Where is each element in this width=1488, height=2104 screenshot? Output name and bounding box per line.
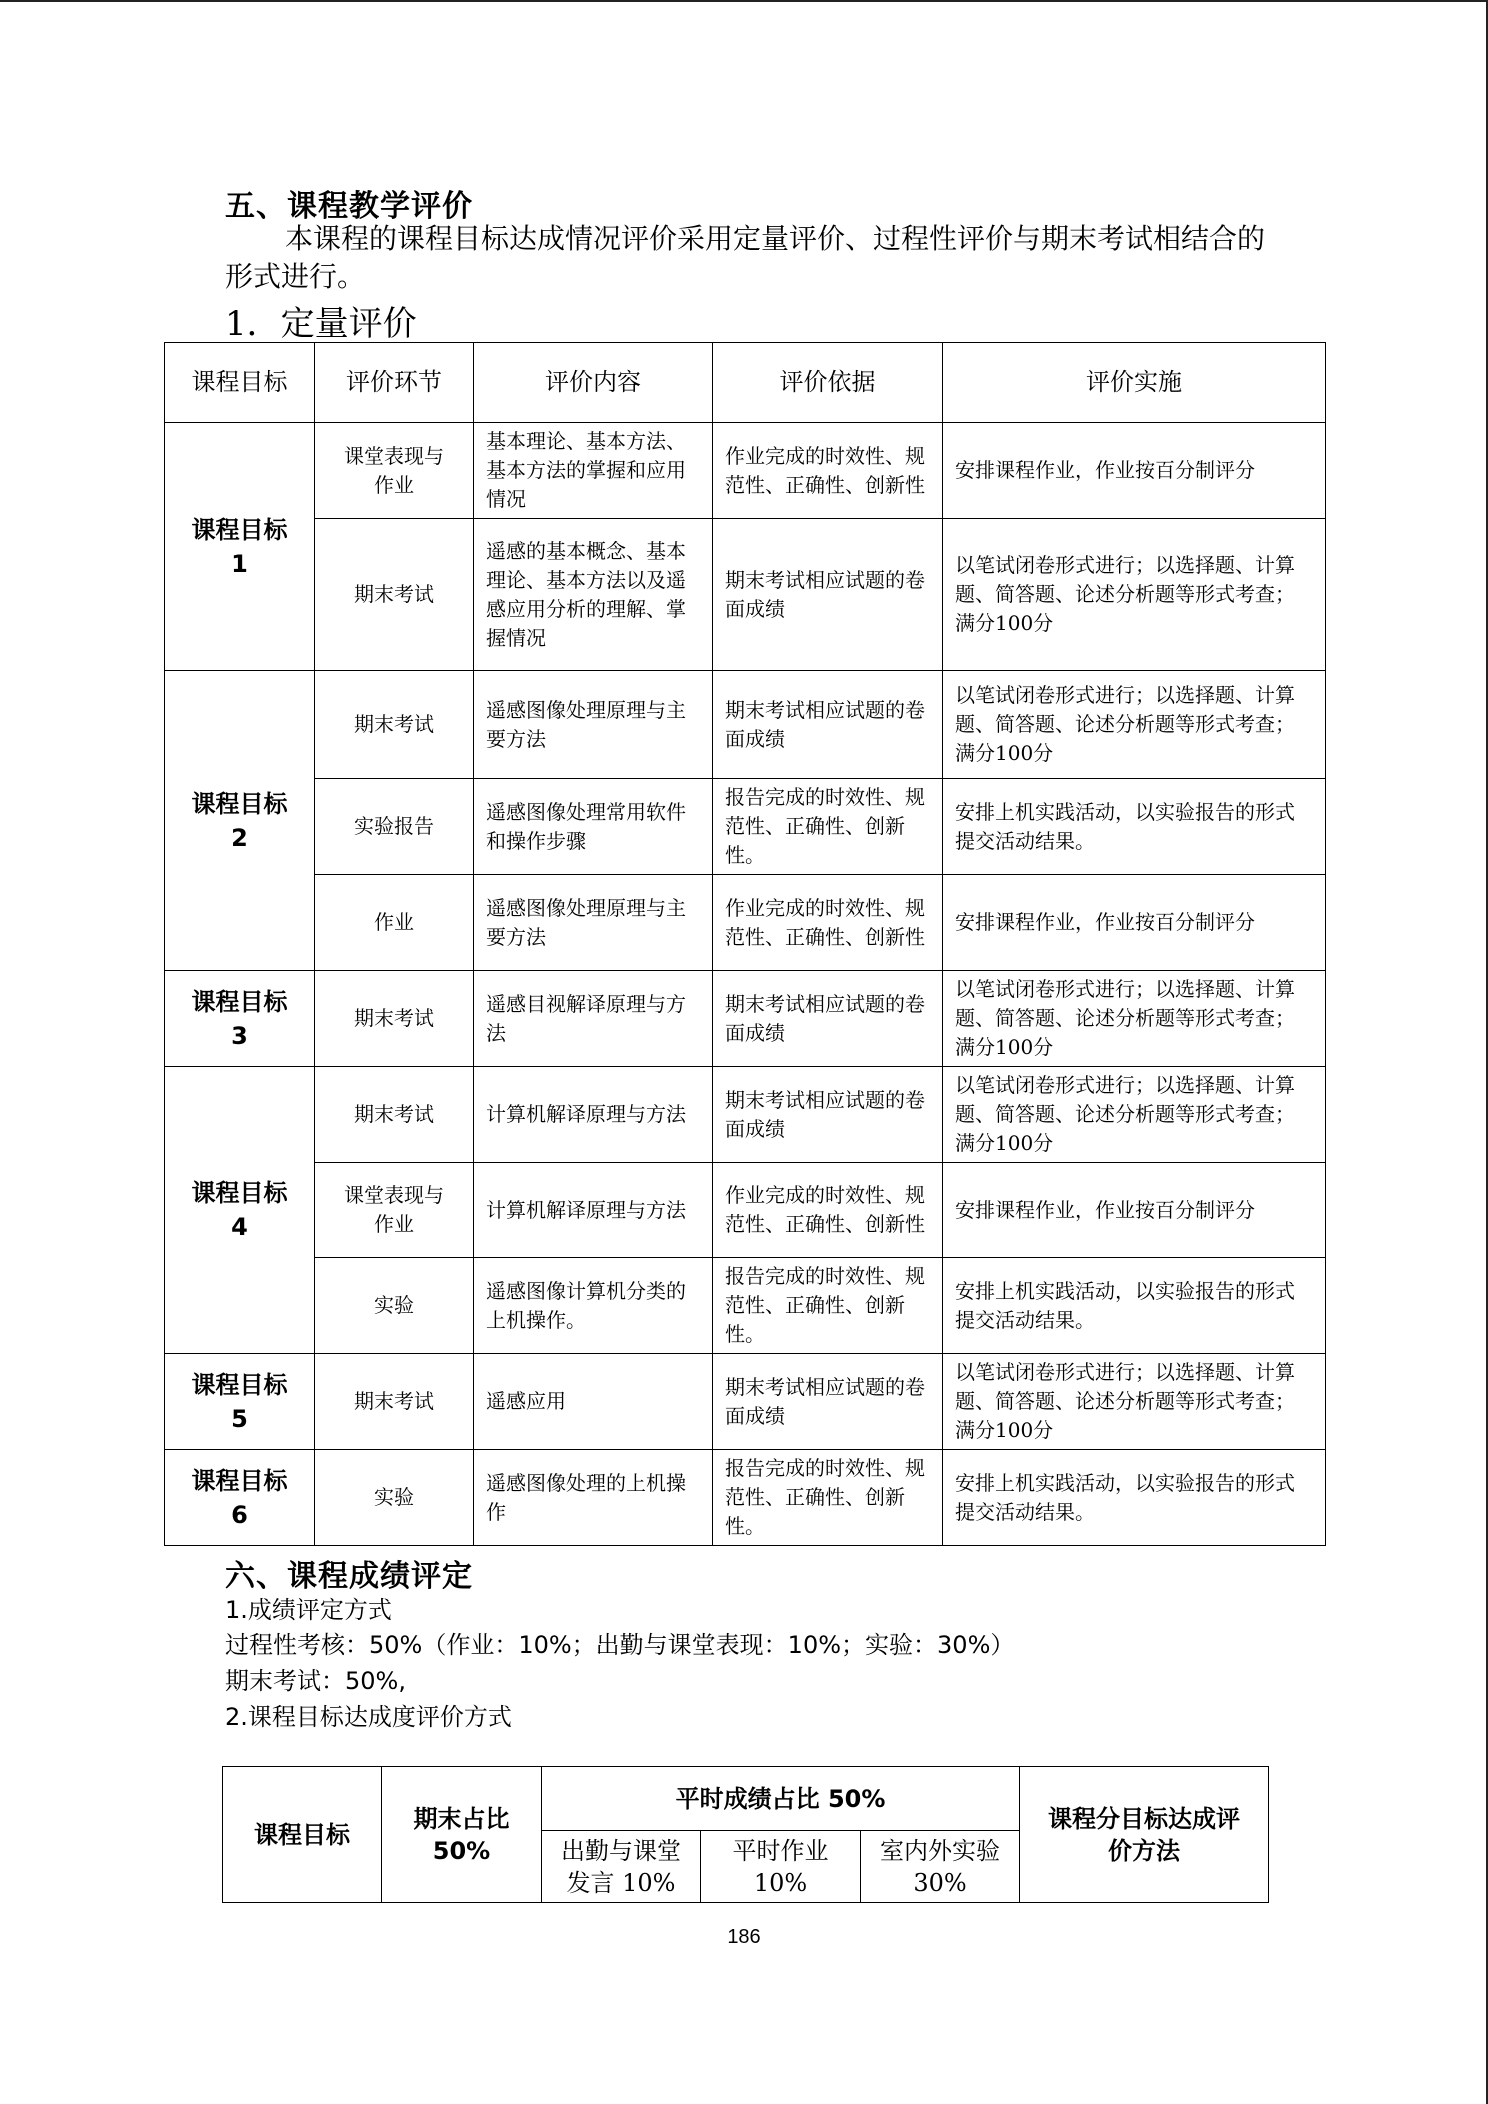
eval-link-cell: 作业	[315, 875, 474, 971]
eval-impl-cell: 以笔试闭卷形式进行；以选择题、计算题、简答题、论述分析题等形式考查；满分100分	[943, 1067, 1326, 1163]
eval-goal-cell: 课程目标 1	[165, 423, 315, 671]
eval-link-cell: 实验	[315, 1450, 474, 1546]
eval-header-link: 评价环节	[315, 343, 474, 423]
eval-header-impl: 评价实施	[943, 343, 1326, 423]
eval-goal-cell: 课程目标 6	[165, 1450, 315, 1546]
eval-goal-cell: 课程目标 5	[165, 1354, 315, 1450]
eval-row	[165, 519, 1326, 671]
evaluation-table-body	[165, 343, 1326, 1546]
eval-row	[165, 971, 1326, 1067]
eval-content-cell: 遥感图像处理原理与主要方法	[474, 671, 713, 779]
eval-impl-cell: 以笔试闭卷形式进行；以选择题、计算题、简答题、论述分析题等形式考查；满分100分	[943, 519, 1326, 671]
eval-goal-cell: 课程目标 2	[165, 671, 315, 971]
eval-basis-cell: 期末考试相应试题的卷面成绩	[713, 1067, 943, 1163]
eval-goal-cell: 课程目标 4	[165, 1067, 315, 1354]
eval-basis-cell: 作业完成的时效性、规范性、正确性、创新性	[713, 1163, 943, 1258]
process-assessment-line: 过程性考核：50%（作业：10%；出勤与课堂表现：10%；实验：30%）	[225, 1631, 1015, 1659]
quant-eval-subtitle: 1．定量评价	[225, 304, 417, 344]
eval-basis-cell: 报告完成的时效性、规范性、正确性、创新性。	[713, 1450, 943, 1546]
section6-title: 六、课程成绩评定	[225, 1559, 473, 1594]
eval-basis-cell: 期末考试相应试题的卷面成绩	[713, 1354, 943, 1450]
eval-basis-cell: 报告完成的时效性、规范性、正确性、创新性。	[713, 1258, 943, 1354]
eval-goal-cell: 课程目标 3	[165, 971, 315, 1067]
eval-row	[165, 423, 1326, 519]
eval-link-cell: 期末考试	[315, 519, 474, 671]
eval-header-basis: 评价依据	[713, 343, 943, 423]
section5-title: 五、课程教学评价	[225, 189, 473, 224]
eval-row	[165, 1258, 1326, 1354]
grading-method-heading: 1.成绩评定方式	[225, 1596, 392, 1624]
eval-content-cell: 基本理论、基本方法、基本方法的掌握和应用情况	[474, 423, 713, 519]
grade-col-goal: 课程目标	[223, 1767, 382, 1903]
eval-content-cell: 遥感的基本概念、基本理论、基本方法以及遥感应用分析的理解、掌握情况	[474, 519, 713, 671]
eval-row	[165, 1163, 1326, 1258]
eval-link-cell: 课堂表现与 作业	[315, 1163, 474, 1258]
eval-impl-cell: 安排课程作业，作业按百分制评分	[943, 875, 1326, 971]
grade-col-usual: 平时成绩占比 50%	[542, 1767, 1020, 1831]
eval-basis-cell: 期末考试相应试题的卷面成绩	[713, 519, 943, 671]
eval-row	[165, 1067, 1326, 1163]
eval-content-cell: 遥感图像处理常用软件和操作步骤	[474, 779, 713, 875]
eval-impl-cell: 安排课程作业，作业按百分制评分	[943, 423, 1326, 519]
eval-row	[165, 779, 1326, 875]
section5-intro	[225, 220, 1265, 296]
eval-impl-cell: 安排上机实践活动，以实验报告的形式提交活动结果。	[943, 1258, 1326, 1354]
eval-header-goal: 课程目标	[165, 343, 315, 423]
grade-col-final: 期末占比 50%	[382, 1767, 542, 1903]
section5-intro-text: 本课程的课程目标达成情况评价采用定量评价、过程性评价与期末考试相结合的形式进行。	[225, 222, 1266, 293]
eval-impl-cell: 安排上机实践活动，以实验报告的形式提交活动结果。	[943, 1450, 1326, 1546]
eval-impl-cell: 安排上机实践活动，以实验报告的形式提交活动结果。	[943, 779, 1326, 875]
eval-link-cell: 期末考试	[315, 1067, 474, 1163]
eval-content-cell: 计算机解译原理与方法	[474, 1067, 713, 1163]
grade-sub-attend: 出勤与课堂 发言 10%	[542, 1831, 701, 1903]
eval-impl-cell: 安排课程作业，作业按百分制评分	[943, 1163, 1326, 1258]
eval-header-content: 评价内容	[474, 343, 713, 423]
eval-link-cell: 课堂表现与 作业	[315, 423, 474, 519]
eval-link-cell: 期末考试	[315, 971, 474, 1067]
eval-row	[165, 671, 1326, 779]
eval-basis-cell: 作业完成的时效性、规范性、正确性、创新性	[713, 875, 943, 971]
eval-link-cell: 实验报告	[315, 779, 474, 875]
final-exam-line: 期末考试：50%,	[225, 1667, 406, 1695]
grade-sub-lab: 室内外实验 30%	[861, 1831, 1020, 1903]
eval-content-cell: 遥感图像计算机分类的上机操作。	[474, 1258, 713, 1354]
eval-impl-cell: 以笔试闭卷形式进行；以选择题、计算题、简答题、论述分析题等形式考查；满分100分	[943, 971, 1326, 1067]
eval-row	[165, 1450, 1326, 1546]
eval-basis-cell: 作业完成的时效性、规范性、正确性、创新性	[713, 423, 943, 519]
eval-content-cell: 遥感图像处理的上机操作	[474, 1450, 713, 1546]
eval-header-row	[165, 343, 1326, 423]
grade-table-header-row	[223, 1767, 1269, 1831]
eval-row	[165, 1354, 1326, 1450]
grade-table	[222, 1766, 1269, 1903]
eval-basis-cell: 期末考试相应试题的卷面成绩	[713, 971, 943, 1067]
eval-content-cell: 遥感应用	[474, 1354, 713, 1450]
achievement-method-heading: 2.课程目标达成度评价方式	[225, 1703, 512, 1731]
eval-link-cell: 期末考试	[315, 1354, 474, 1450]
page-top-border	[0, 0, 1488, 2]
eval-row	[165, 875, 1326, 971]
eval-link-cell: 期末考试	[315, 671, 474, 779]
eval-impl-cell: 以笔试闭卷形式进行；以选择题、计算题、简答题、论述分析题等形式考查；满分100分	[943, 671, 1326, 779]
grade-sub-homework: 平时作业 10%	[701, 1831, 861, 1903]
evaluation-table	[164, 342, 1326, 1546]
page-number: 186	[727, 1926, 761, 1948]
eval-link-cell: 实验	[315, 1258, 474, 1354]
eval-basis-cell: 报告完成的时效性、规范性、正确性、创新性。	[713, 779, 943, 875]
eval-content-cell: 计算机解译原理与方法	[474, 1163, 713, 1258]
eval-content-cell: 遥感图像处理原理与主要方法	[474, 875, 713, 971]
eval-basis-cell: 期末考试相应试题的卷面成绩	[713, 671, 943, 779]
grade-col-method: 课程分目标达成评 价方法	[1020, 1767, 1269, 1903]
eval-content-cell: 遥感目视解译原理与方法	[474, 971, 713, 1067]
eval-impl-cell: 以笔试闭卷形式进行；以选择题、计算题、简答题、论述分析题等形式考查；满分100分	[943, 1354, 1326, 1450]
